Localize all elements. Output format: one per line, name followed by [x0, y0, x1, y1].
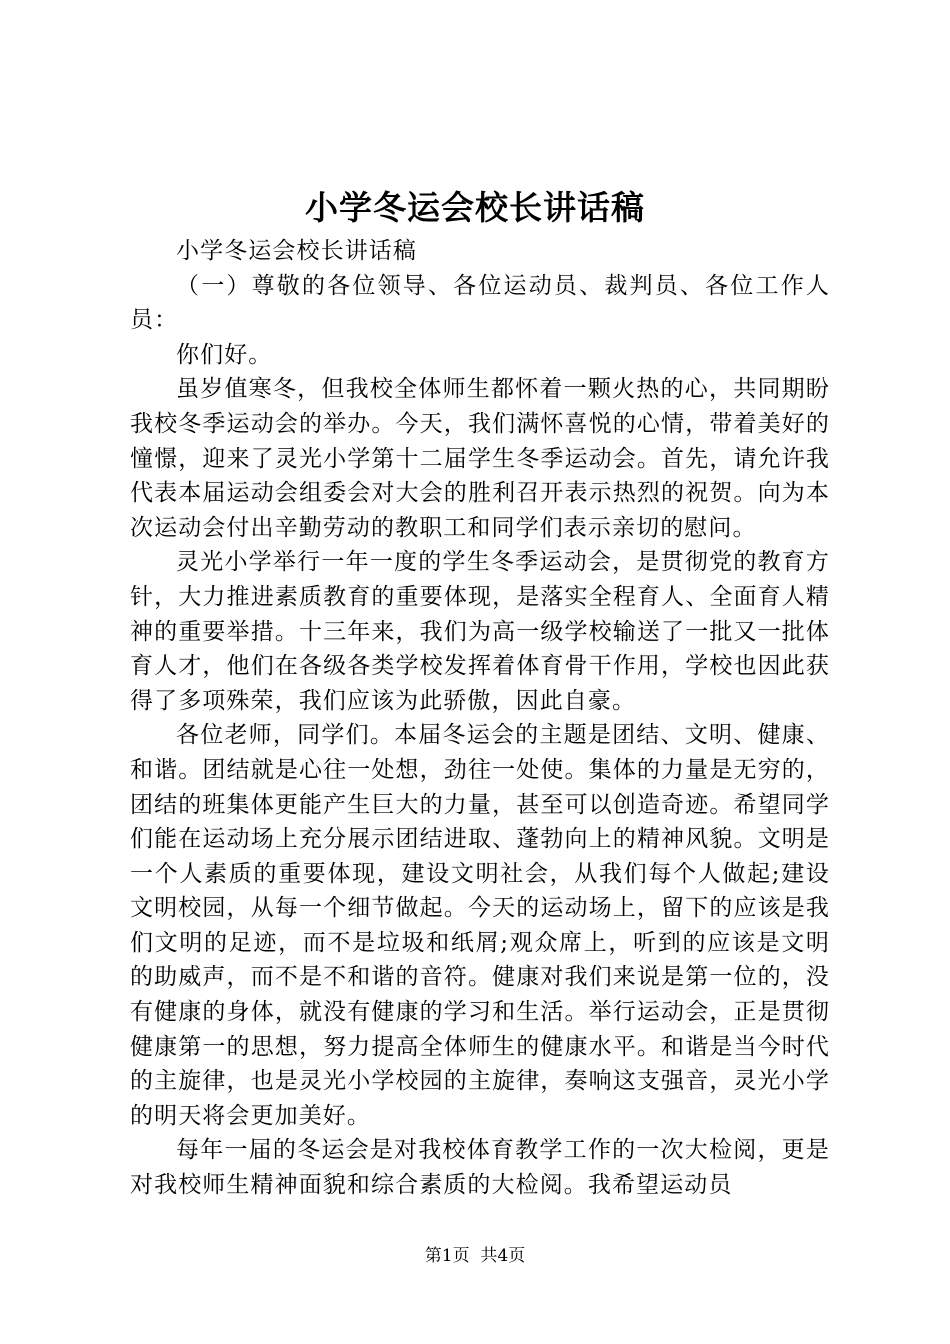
paragraph-theme: 各位老师，同学们。本届冬运会的主题是团结、文明、健康、和谐。团结就是心往一处想，劲往一处使。集体的力量是无穷的，团结的班集体更能产生巨大的力量，甚至可以创造奇迹。希望同学们能在运动场上充分展示团结进取、蓬勃向上的精神风貌。文明是一个人素质的重要体现，建设文明社会，从我们每个人做起;建设文明校园，从每一个细节做起。今天的运动场上，留下的应该是我们文明的足迹，而不是垃圾和纸屑;观众席上，听到的应该是文明的助威声，而不是不和谐的音符。健康对我们来说是第一位的，没有健康的身体，就没有健康的学习和生活。举行运动会，正是贯彻健康第一的思想，努力提高全体师生的健康水平。和谐是当今时代的主旋律，也是灵光小学校园的主旋律，奏响这支强音，灵光小学的明天将会更加美好。	[130, 722, 830, 1129]
paragraph-opening: 虽岁值寒冬，但我校全体师生都怀着一颗火热的心，共同期盼我校冬季运动会的举办。今天，我们满怀喜悦的心情，带着美好的憧憬，迎来了灵光小学第十二届学生冬季运动会。首先，请允许我代表本届运动会组委会对大会的胜利召开表示热烈的祝贺。向为本次运动会付出辛勤劳动的教职工和同学们表示亲切的慰问。	[130, 376, 830, 541]
document-title: 小学冬运会校长讲话稿	[305, 188, 645, 227]
page-number-label: 第1页 共4页	[424, 1246, 526, 1266]
paragraph-review: 每年一届的冬运会是对我校体育教学工作的一次大检阅，更是对我校师生精神面貌和综合素质的大检阅。我希望运动员	[130, 1137, 830, 1199]
page-footer	[0, 1244, 950, 1268]
paragraph-significance: 灵光小学举行一年一度的学生冬季运动会，是贯彻党的教育方针，大力推进素质教育的重要体现，是落实全程育人、全面育人精神的重要举措。十三年来，我们为高一级学校输送了一批又一批体育人才，他们在各级各类学校发挥着体育骨干作用，学校也因此获得了多项殊荣，我们应该为此骄傲，因此自豪。	[130, 549, 830, 714]
paragraph-salutation: （一）尊敬的各位领导、各位运动员、裁判员、各位工作人员：	[130, 272, 830, 334]
document-body	[130, 234, 830, 1203]
paragraph-greeting: 你们好。	[176, 341, 273, 368]
paragraph-subtitle: 小学冬运会校长讲话稿	[176, 238, 417, 264]
